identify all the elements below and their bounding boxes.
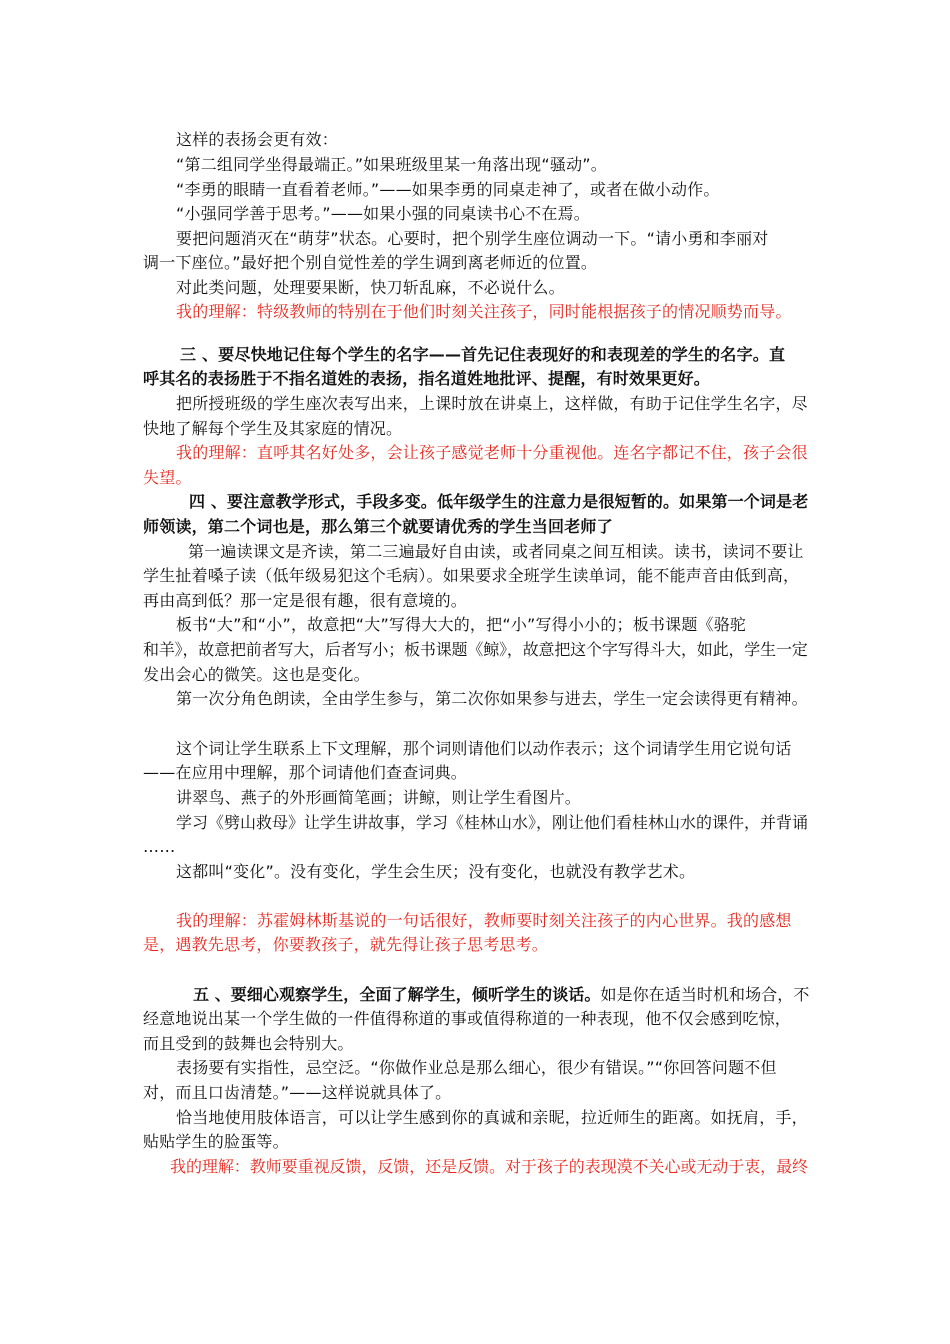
section-heading-5: 五 、要细心观察学生，全面了解学生，倾听学生的谈话。: [193, 985, 601, 1004]
paragraph-line: 把所授班级的学生座次表写出来，上课时放在讲桌上，这样做，有助于记住学生名字，尽: [176, 394, 808, 413]
paragraph-line: 调一下座位。”最好把个别自觉性差的学生调到离老师近的位置。: [143, 253, 598, 272]
paragraph-line: 再由高到低？那一定是很有趣，很有意境的。: [143, 591, 468, 610]
my-understanding-note: 失望。: [143, 468, 192, 487]
paragraph-line: ——在应用中理解，那个词请他们查查词典。: [143, 763, 468, 782]
paragraph-line: 要把问题消灭在“萌芽”状态。心要时，把个别学生座位调动一下。“请小勇和李丽对: [176, 229, 769, 248]
paragraph-line: 板书“大”和“小”，故意把“大”写得大大的，把“小”写得小小的；板书课题《骆驼: [176, 615, 747, 634]
paragraph-line: 而且受到的鼓舞也会特别大。: [143, 1034, 354, 1053]
paragraph-line: 学生扯着嗓子读（低年级易犯这个毛病）。如果要求全班学生读单词，能不能声音由低到高，: [143, 566, 800, 585]
paragraph-line: “小强同学善于思考。”——如果小强的同桌读书心不在焉。: [176, 204, 590, 223]
section-heading-3: 三 、要尽快地记住每个学生的名字——首先记住表现好的和表现差的学生的名字。直: [180, 345, 786, 364]
section-heading-3: 呼其名的表扬胜于不指名道姓的表扬，指名道姓地批评、提醒，有时效果更好。: [143, 369, 711, 388]
paragraph-line: 第一遍读课文是齐读，第二三遍最好自由读，或者同桌之间互相读。读书，读词不要让: [188, 542, 804, 561]
paragraph-line: 对，而且口齿清楚。”——这样说就具体了。: [143, 1083, 452, 1102]
my-understanding-note: 我的理解：教师要重视反馈，反馈，还是反馈。对于孩子的表现漠不关心或无动于衷，最终: [170, 1157, 809, 1176]
paragraph-line: 快地了解每个学生及其家庭的情况。: [143, 419, 403, 438]
paragraph-line: 这样的表扬会更有效：: [176, 130, 339, 149]
section-heading-4: 四 、要注意教学形式，手段多变。低年级学生的注意力是很短暂的。如果第一个词是老: [189, 492, 809, 511]
my-understanding-note: 我的理解：特级教师的特别在于他们时刻关注孩子，同时能根据孩子的情况顺势而导。: [176, 302, 792, 321]
my-understanding-note: 是，遇教先思考，你要教孩子，就先得让孩子思考思考。: [143, 935, 549, 954]
paragraph-line: 这都叫“变化”。没有变化，学生会生厌；没有变化，也就没有教学艺术。: [176, 862, 696, 881]
section-heading-4: 师领读，第二个词也是，那么第三个就要请优秀的学生当回老师了: [143, 517, 613, 536]
paragraph-line: 恰当地使用肢体语言，可以让学生感到你的真诚和亲昵，拉近师生的距离。如抚肩，手，: [176, 1108, 808, 1127]
my-understanding-note: 我的理解：直呼其名好处多，会让孩子感觉老师十分重视他。连名字都记不住，孩子会很: [176, 443, 808, 462]
paragraph-text: 如是你在适当时机和场合，不: [600, 985, 810, 1004]
paragraph-line: “李勇的眼睛一直看着老师。”——如果李勇的同桌走神了，或者在做小动作。: [176, 180, 720, 199]
paragraph-line: 表扬要有实指性，忌空泛。“你做作业总是那么细心，很少有错误。”“你回答问题不但: [176, 1058, 777, 1077]
paragraph-line: ……: [143, 837, 176, 856]
section-heading-5-line: [193, 984, 809, 1006]
paragraph-line: 对此类问题，处理要果断，快刀斩乱麻，不必说什么。: [176, 278, 565, 297]
my-understanding-note: 我的理解：苏霍姆林斯基说的一句话很好，教师要时刻关注孩子的内心世界。我的感想: [176, 911, 792, 930]
paragraph-line: “第二组同学坐得最端正。”如果班级里某一角落出现“骚动”。: [176, 155, 607, 174]
paragraph-line: 发出会心的微笑。这也是变化。: [143, 665, 370, 684]
paragraph-line: 和羊》，故意把前者写大，后者写小；板书课题《鲸》，故意把这个字写得斗大，如此，学生一定: [143, 640, 808, 659]
paragraph-line: 第一次分角色朗读，全由学生参与，第二次你如果参与进去，学生一定会读得更有精神。: [176, 689, 808, 708]
paragraph-line: 经意地说出某一个学生做的一件值得称道的事或值得称道的一种表现，他不仅会感到吃惊，: [143, 1009, 792, 1028]
paragraph-line: 讲翠鸟、燕子的外形画简笔画；讲鲸，则让学生看图片。: [176, 788, 582, 807]
paragraph-line: 这个词让学生联系上下文理解，那个词则请他们以动作表示；这个词请学生用它说句话: [176, 739, 792, 758]
paragraph-line: 贴贴学生的脸蛋等。: [143, 1132, 289, 1151]
paragraph-line: 学习《劈山救母》让学生讲故事，学习《桂林山水》，刚让他们看桂林山水的课件，并背诵: [176, 813, 809, 832]
